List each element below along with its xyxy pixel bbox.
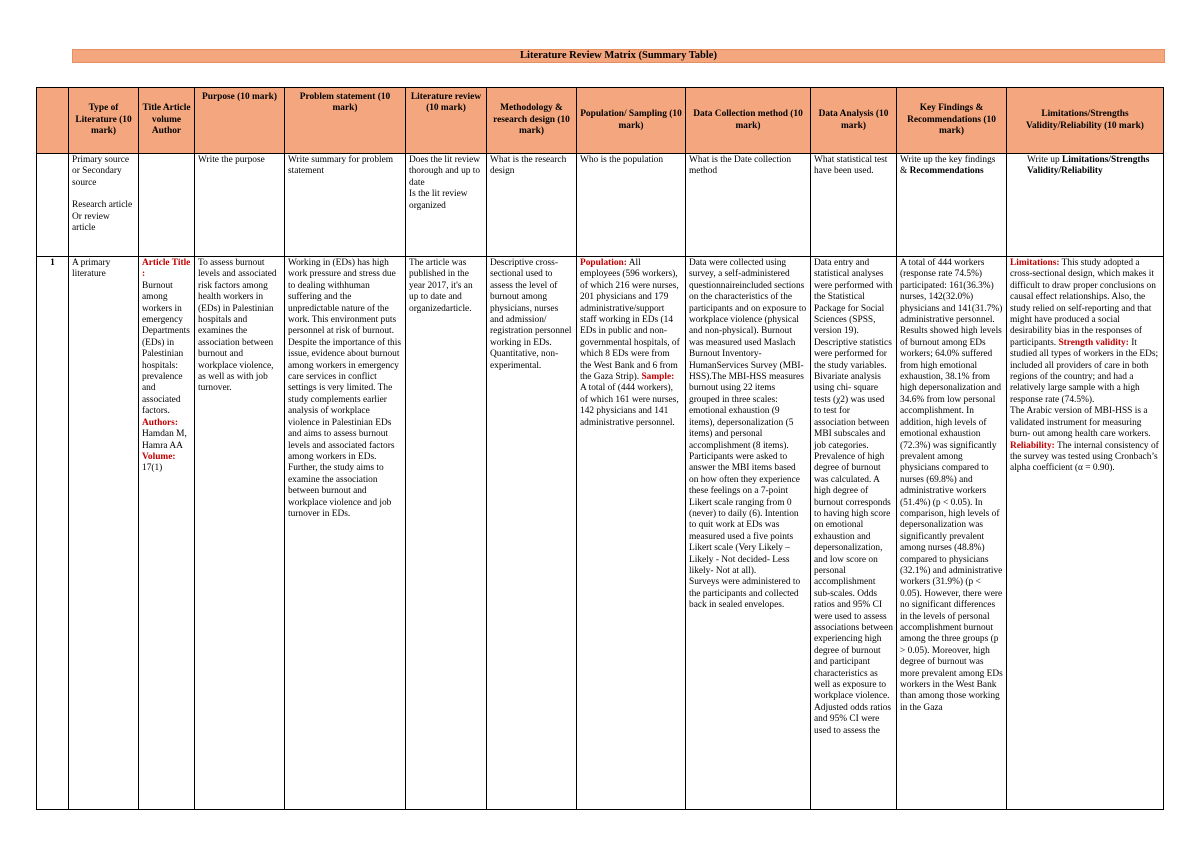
sample-label: Sample:: [641, 372, 675, 383]
authors: Hamdan M, Hamra AA: [142, 429, 187, 451]
row-population: [577, 257, 686, 810]
row-problem: Working in (EDs) has high work pressure and stress due to dealing withhuman suffering and the unpredictable nature of the work. This environment puts personnel at risk of burnout. Despite the importance of this issue, evidence about burnout among workers in emergency care services in conflict settings is very limited. The study complements earlier analysis of workplace violence in Palestinian EDs and aims to assess burnout levels and associated factors among workers in EDs. Further, the study aims to examine the association between burnout and workplace violence and job turnover in EDs.: [285, 257, 406, 810]
guide-title: [139, 154, 195, 257]
header-problem: Problem statement (10 mark): [285, 88, 406, 154]
collection-text-2: Surveys were administered to the participants and collected back in sealed envelopes.: [689, 577, 801, 611]
guide-litreview: [406, 154, 487, 257]
header-limitations: Limitations/Strengths Validity/Reliability (10 mark): [1007, 88, 1164, 154]
row-collection: [686, 257, 811, 810]
header-type: Type of Literature (10 mark): [69, 88, 139, 154]
sample-text: A total of (444 workers), of which 161 were nurses, 142 physicians and 141 administrative personnel.: [580, 383, 679, 428]
guide-population: Who is the population: [577, 154, 686, 257]
header-population: Population/ Sampling (10 mark): [577, 88, 686, 154]
guide-row: [37, 154, 1164, 257]
guide-litreview-q1: Does the lit review thorough and up to date: [409, 155, 481, 188]
row-method: Descriptive cross-sectional used to assess the level of burnout among physicians, nurses and admission/ registration personnel working in EDs. Quantitative, non-experimental.: [487, 257, 577, 810]
table-row: [37, 257, 1164, 810]
collection-text-1: Data were collected using survey, a self-administered questionnaireincluded sections on the characteristics of the participants and on exposure to workplace violence (physical and non-physical). Burnout was measured used Maslach Burnout Inventory-HumanServices Survey (MBI-HSS).The MBI-HSS measures burnout using 22 items grouped in three scales: emotional exhaustion (9 items), depersonalization (5 items) and personal accomplishment (8 items). Participants were asked to answer the MBI items based on how often they experience these feelings on a 7-point Likert scale ranging from 0 (never) to daily (6). Intention to quit work at EDs was measured used a five points Likert scale (Very Likely – Likely - Not decided- Less likely- Not at all).: [689, 258, 807, 576]
guide-analysis: What statistical test have been used.: [811, 154, 897, 257]
header-collection: Data Collection method (10 mark): [686, 88, 811, 154]
limitations-label: Limitations:: [1010, 258, 1060, 268]
header-number: [37, 88, 69, 154]
guide-collection: What is the Date collection method: [686, 154, 811, 257]
guide-number: [37, 154, 69, 257]
arabic-version-text: The Arabic version of MBI-HSS is a validated instrument for measuring burn- out among health care workers.: [1010, 406, 1151, 440]
guide-limitations-bold: Limitations/Strengths Validity/Reliability: [1027, 155, 1150, 177]
guide-findings-text: Write up the key findings &: [900, 155, 996, 177]
guide-type-source: Primary source or Secondary source: [72, 155, 130, 188]
row-title: [139, 257, 195, 810]
guide-type: [69, 154, 139, 257]
header-title: Title Article volume Author: [139, 88, 195, 154]
row-litreview: The article was published in the year 2017, it's an up to date and organizedarticle.: [406, 257, 487, 810]
strength-label: Strength validity:: [1058, 337, 1129, 348]
row-analysis: Data entry and statistical analyses were performed with the Statistical Package for Social Sciences (SPSS, version 19). Descriptive statistics were performed for the study variables. Bivariate analysis using chi- square tests (χ2) was used to test for association between MBI subscales and job categories. Prevalence of high degree of burnout was calculated. A high degree of burnout corresponds to having high score on emotional exhaustion and depersonalization, and low score on personal accomplishment sub-scales. Odds ratios and 95% CI were used to assess associations between experiencing high degree of burnout and participant characteristics as well as exposure to workplace violence. Adjusted odds ratios and 95% CI were used to assess the: [811, 257, 897, 810]
authors-label: Authors:: [142, 417, 178, 428]
header-methodology: Methodology & research design (10 mark): [487, 88, 577, 154]
guide-limitations: [1007, 154, 1164, 257]
reliability-label: Reliability:: [1010, 440, 1055, 451]
guide-problem: Write summary for problem statement: [285, 154, 406, 257]
guide-limitations-text: Write up: [1027, 155, 1060, 165]
literature-review-table: [36, 87, 1164, 810]
strength-text: It studied all types of workers in the EDs; included all providers of care in both regions of the country; and had a relatively large sample with a high response rate (74.5%).: [1010, 337, 1159, 405]
guide-litreview-q2: Is the lit review organized: [409, 189, 468, 211]
population-label: Population:: [580, 258, 627, 268]
row-limitations: [1007, 257, 1164, 810]
limitations-text: This study adopted a cross-sectional design, which makes it difficult to draw proper conclusions on causal effect relationships. Also, the study relied on self-reporting and that might have produced a social desirability bias in the responses of participants.: [1010, 258, 1156, 348]
header-analysis: Data Analysis (10 mark): [811, 88, 897, 154]
guide-type-article: Research article Or review article: [72, 200, 133, 234]
article-title-label: Article Title :: [142, 258, 191, 280]
header-findings: Key Findings & Recommendations (10 mark): [897, 88, 1007, 154]
header-litreview: Literature review (10 mark): [406, 88, 487, 154]
row-findings: A total of 444 workers (response rate 74.5%) participated: 161(36.3%) nurses, 142(32.0%) physicians and 141(31.7%) administrative personnel. Results showed high levels of burnout among EDs workers; 64.0% suffered from high emotional exhaustion, 38.1% from high depersonalization and 34.6% from low personal accomplishment. In addition, high levels of emotional exhaustion (72.3%) was significantly prevalent among physicians compared to nurses (69.8%) and administrative workers (51.4%) (p < 0.05). In comparison, high levels of depersonalization was significantly prevalent among nurses (48.8%) compared to physicians (32.1%) and administrative workers (31.9%) (p < 0.05). However, there were no significant differences in the levels of personal accomplishment burnout among the three groups (p > 0.05). Moreover, high degree of burnout was more prevalent among EDs workers in the West Bank than among those working in the Gaza: [897, 257, 1007, 810]
header-row: [37, 88, 1164, 154]
guide-purpose: Write the purpose: [195, 154, 285, 257]
volume: 17(1): [142, 463, 163, 474]
volume-label: Volume:: [142, 451, 176, 462]
guide-findings-bold: Recommendations: [909, 166, 984, 177]
population-text: All employees (596 workers), of which 216 were nurses, 201 physicians and 179 administrative/support staff working in EDs (14 EDs in public and non-governmental hospitals, of which 8 EDs were from the West Bank and 6 from the Gaza Strip).: [580, 258, 680, 383]
row-purpose: To assess burnout levels and associated risk factors among health workers in (EDs) in Palestinian hospitals and examines the association between burnout and workplace violence, as well as with job turnover.: [195, 257, 285, 810]
page-title: Literature Review Matrix (Summary Table): [72, 49, 1165, 63]
reliability-text: The internal consistency of the survey was tested using Cronbach’s alpha coefficient (α = 0.90).: [1010, 440, 1159, 474]
guide-method: What is the research design: [487, 154, 577, 257]
row-type: A primary literature: [69, 257, 139, 810]
row-number: 1: [37, 257, 69, 810]
guide-findings: [897, 154, 1007, 257]
header-purpose: Purpose (10 mark): [195, 88, 285, 154]
article-title: Burnout among workers in emergency Departments (EDs) in Palestinian hospitals: prevalence and associated factors.: [142, 280, 190, 417]
